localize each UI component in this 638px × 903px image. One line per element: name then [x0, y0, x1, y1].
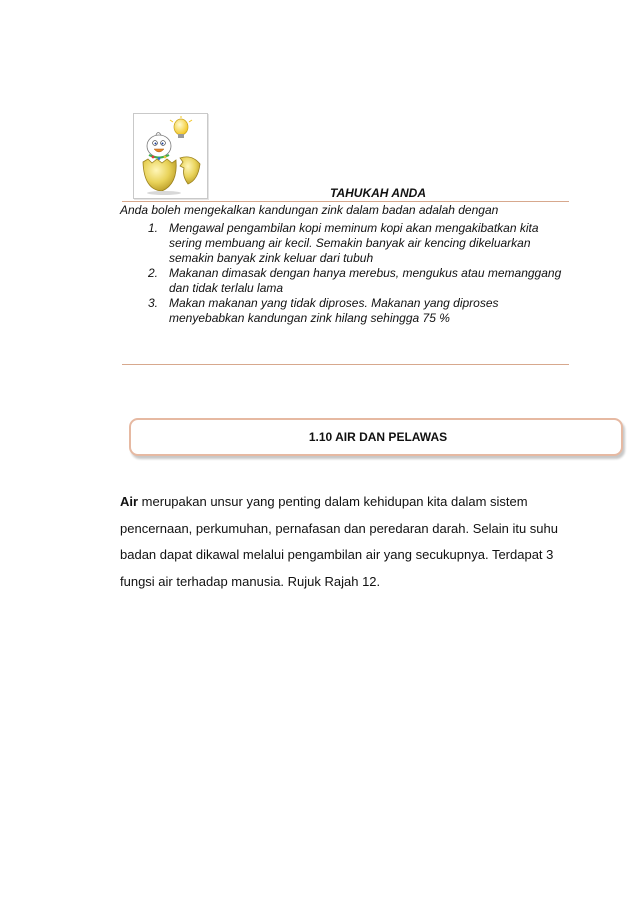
tip-list: [148, 221, 568, 326]
section-heading-box: [129, 418, 623, 456]
tip-box-title: TAHUKAH ANDA: [330, 186, 426, 200]
list-item: [148, 266, 568, 296]
list-item-text: Makan makanan yang tidak diproses. Makanan yang diproses menyebabkan kandungan zink hilang sehingga 75 %: [169, 296, 499, 325]
paragraph-text: merupakan unsur yang penting dalam kehidupan kita dalam sistem pencernaan, perkumuhan, pernafasan dan peredaran darah. Selain itu suhu badan dapat dikawal melalui pengambilan air yang secukupnya. Terdapat 3 fungsi air terhadap manusia. Rujuk Rajah 12.: [120, 494, 558, 589]
list-item-number: 1.: [148, 221, 159, 235]
list-item: [148, 221, 568, 266]
paragraph-lead-word: Air: [120, 494, 139, 509]
section-title: 1.10 AIR DAN PELAWAS: [308, 430, 448, 444]
list-item-text: Makanan dimasak dengan hanya merebus, mengukus atau memanggang dan tidak terlalu lama: [169, 266, 562, 295]
list-item-number: 3.: [148, 296, 159, 310]
list-item-number: 2.: [148, 266, 159, 280]
tip-box-intro: Anda boleh mengekalkan kandungan zink dalam badan adalah dengan: [120, 203, 499, 217]
body-paragraph: [120, 489, 570, 595]
tip-box-top-rule: [122, 201, 569, 202]
tip-box-bottom-rule: [122, 364, 569, 365]
list-item: [148, 296, 568, 326]
list-item-text: Mengawal pengambilan kopi meminum kopi akan mengakibatkan kita sering membuang air kecil. Semakin banyak air kencing dikeluarkan semakin banyak zink keluar dari tubuh: [169, 221, 539, 265]
